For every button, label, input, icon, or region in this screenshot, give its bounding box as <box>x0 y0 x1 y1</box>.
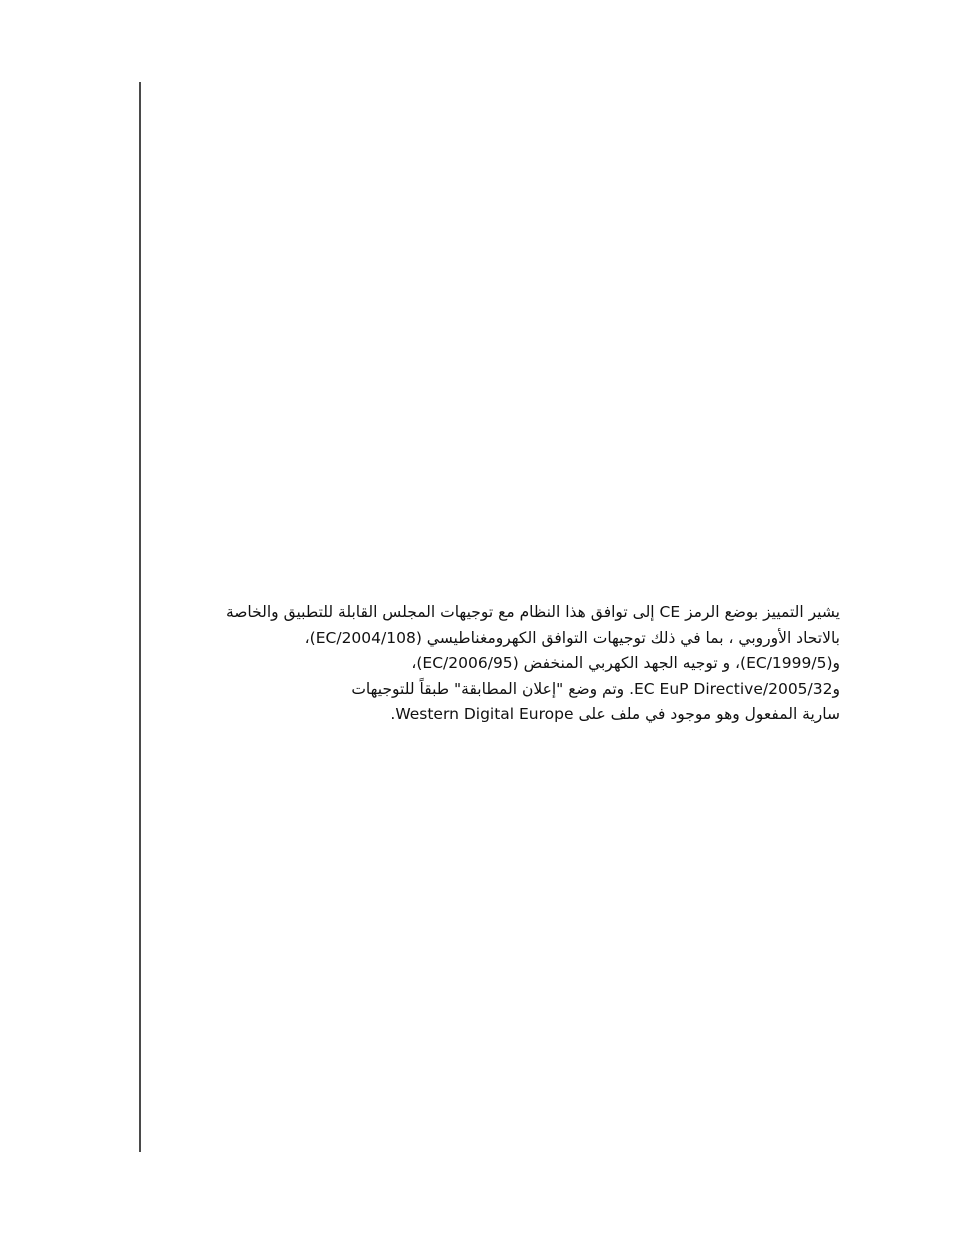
statement-line-1: يشير التمييز بوضع الرمز CE إلى توافق هذا النظام مع توجيهات المجلس القابلة للتطبيق والخاصة <box>225 603 840 621</box>
statement-line-4: و2005/32/EC EuP Directive. وتم وضع "إعلان المطابقة" طبقاً للتوجيهات <box>351 679 840 698</box>
ce-compliance-statement <box>160 600 840 728</box>
margin-rule <box>139 82 141 1152</box>
statement-line-5: سارية المفعول وهو موجود في ملف على Western Digital Europe. <box>390 705 840 724</box>
statement-line-3: و(1999/5/EC)، و توجيه الجهد الكهربي المنخفض (2006/95/EC)، <box>411 654 840 673</box>
statement-line-2: بالاتحاد الأوروبي ، بما في ذلك توجيهات التوافق الكهرومغناطيسي (2004/108/EC)، <box>304 628 840 647</box>
